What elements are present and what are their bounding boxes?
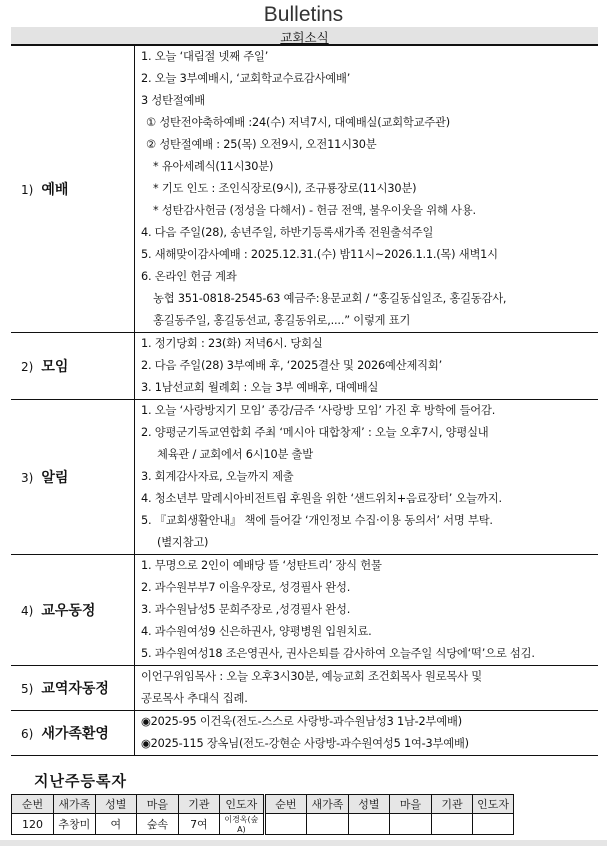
announcement-line: 홍길동주일, 홍길동선교, 홍길동위로,....” 이렇게 표기 xyxy=(153,314,411,327)
registry-header-cell: 인도자 xyxy=(473,795,514,814)
registry-cell: 숲속 xyxy=(137,814,179,835)
registry-header-row xyxy=(12,795,514,814)
registry-header-cell: 순번 xyxy=(264,795,307,814)
registry-cell xyxy=(348,814,390,835)
section-number: 1) xyxy=(21,183,34,197)
section-title-label: 알림 xyxy=(41,470,69,486)
registry-header-cell: 인도자 xyxy=(220,795,264,814)
announcement-line: 4. 과수원여성9 신은하권사, 양평병원 입원치료. xyxy=(141,625,372,638)
announcement-line: 1. 무명으로 2인이 예배당 뜰 ‘성탄트리’ 장식 헌물 xyxy=(141,559,382,572)
bottom-strip xyxy=(0,840,607,846)
section-row xyxy=(11,666,598,711)
announcement-line: ① 성탄전야축하예배 :24(수) 저녁7시, 대예배실(교회학교주관) xyxy=(146,116,450,129)
registry-cell xyxy=(390,814,432,835)
announcement-line: 공로목사 추대식 집례. xyxy=(141,692,248,705)
announcement-line: * 기도 인도 : 조인식장로(9시), 조규룡장로(11시30분) xyxy=(153,182,417,195)
announcement-line: 1. 오늘 ‘사랑방지기 모임’ 종강/금주 ‘사랑방 모임’ 가진 후 방학에 들어감. xyxy=(141,404,496,417)
announcement-line: 2. 양평군기독교연합회 주최 ‘메시아 대합창제’ : 오늘 오후7시, 양평실내 xyxy=(141,426,489,439)
registry-header-cell: 새가족 xyxy=(307,795,349,814)
announcement-line: 1. 정기당회 : 23(화) 저녁6시. 당회실 xyxy=(141,337,323,350)
announcement-line: 6. 온라인 헌금 계좌 xyxy=(141,270,237,283)
registry-header-cell: 기관 xyxy=(178,795,220,814)
section-title: 교회소식 xyxy=(280,30,329,45)
announcement-line: 2. 과수원부부7 이을우장로, 성경필사 완성. xyxy=(141,581,351,594)
announcement-line: 3. 과수원남성5 문희주장로 ,성경필사 완성. xyxy=(141,603,351,616)
registry-cell xyxy=(473,814,514,835)
announcement-line: 이언구위임목사 : 오늘 오후3시30분, 예능교회 조건회목사 원로목사 및 xyxy=(141,670,482,683)
section-body xyxy=(135,333,599,400)
announcement-line: * 성탄감사헌금 (정성을 다해서) - 헌금 전액, 불우이웃을 위해 사용. xyxy=(153,204,476,217)
section-number: 2) xyxy=(21,360,34,374)
section-row xyxy=(11,711,598,756)
registry-cell: 이경옥(숲A) xyxy=(220,814,264,835)
announcement-line: 3 성탄절예배 xyxy=(141,94,205,107)
section-row xyxy=(11,400,598,555)
section-header-bar xyxy=(11,27,598,46)
section-title-label: 교역자동정 xyxy=(41,681,109,697)
announcement-line: 5. 새해맞이감사예배 : 2025.12.31.(수) 밤11시~2026.1.1.(목) 새벽1시 xyxy=(141,248,498,261)
registry-header-cell: 성별 xyxy=(95,795,137,814)
section-body xyxy=(135,400,599,555)
registry-table xyxy=(11,794,514,835)
section-number: 4) xyxy=(21,604,34,618)
section-number: 6) xyxy=(21,727,34,741)
section-row xyxy=(11,555,598,666)
registry-cell: 120 xyxy=(12,814,54,835)
section-title-label: 예배 xyxy=(41,182,69,198)
registry-row xyxy=(12,814,514,835)
announcement-line: 4. 청소년부 말레시아비전트립 후원을 위한 ‘샌드위치+음료장터’ 오늘까지. xyxy=(141,492,502,505)
announcement-line: 2. 다음 주일(28) 3부예배 후, ‘2025결산 및 2026예산제직회’ xyxy=(141,359,442,372)
announcement-line: 3. 회계감사자료, 오늘까지 제출 xyxy=(141,470,294,483)
announcement-line: ◉2025-115 장옥님(전도-강현순 사랑방-과수원여성5 1여-3부예배) xyxy=(141,737,469,750)
registry-header-cell: 마을 xyxy=(390,795,432,814)
registry-header-cell: 새가족 xyxy=(54,795,96,814)
registry-header-cell: 기관 xyxy=(431,795,473,814)
section-label xyxy=(11,46,135,333)
section-label xyxy=(11,711,135,756)
section-body xyxy=(135,711,599,756)
announcement-line: ② 성탄절예배 : 25(목) 오전9시, 오전11시30분 xyxy=(146,138,377,151)
section-body xyxy=(135,46,599,333)
section-row xyxy=(11,333,598,400)
page-title: Bulletins xyxy=(263,3,344,26)
announcement-line: 4. 다음 주일(28), 송년주일, 하반기등록새가족 전원출석주일 xyxy=(141,226,434,239)
registry-cell xyxy=(264,814,307,835)
section-number: 3) xyxy=(21,471,34,485)
announcement-line: 농협 351-0818-2545-63 예금주:용문교회 / “홍길동십일조, 홍길동감사, xyxy=(153,292,507,305)
registry-cell: 추창미 xyxy=(54,814,96,835)
section-label xyxy=(11,666,135,711)
announcement-line: ◉2025-95 이건욱(전도-스스로 사랑방-과수원남성3 1남-2부예배) xyxy=(141,715,462,728)
registry-cell xyxy=(307,814,349,835)
section-row xyxy=(11,46,598,333)
section-body xyxy=(135,555,599,666)
section-label xyxy=(11,555,135,666)
section-title-label: 모임 xyxy=(41,359,69,375)
announcement-line: 3. 1남선교회 월례회 : 오늘 3부 예배후, 대예배실 xyxy=(141,381,379,394)
section-title-label: 교우동정 xyxy=(41,603,96,619)
registry-header-cell: 순번 xyxy=(12,795,54,814)
section-title-label: 새가족환영 xyxy=(41,726,109,742)
registry-cell xyxy=(431,814,473,835)
registry-header-cell: 마을 xyxy=(137,795,179,814)
announcements-table xyxy=(11,46,598,756)
registry-header-cell: 성별 xyxy=(348,795,390,814)
announcement-line: 2. 오늘 3부예배시, ‘교회학교수료감사예배’ xyxy=(141,72,351,85)
announcement-line: * 유아세례식(11시30분) xyxy=(153,160,274,173)
section-label xyxy=(11,400,135,555)
announcement-line: 체육관 / 교회에서 6시10분 출발 xyxy=(157,448,313,461)
section-number: 5) xyxy=(21,682,34,696)
registry-cell: 여 xyxy=(95,814,137,835)
announcement-line: 5. 『교회생활안내』 책에 들어갈 ‘개인정보 수집·이용 동의서’ 서명 부탁. xyxy=(141,514,493,527)
announcement-line: 5. 과수원여성18 조은영권사, 권사은퇴를 감사하여 오늘주일 식당에‘떡’으로 섬김. xyxy=(141,647,535,660)
registry-cell: 7여 xyxy=(178,814,220,835)
announcement-line: (별지참고) xyxy=(157,536,209,549)
section-body xyxy=(135,666,599,711)
announcement-line: 1. 오늘 ‘대림절 넷째 주일’ xyxy=(141,50,269,63)
section-label xyxy=(11,333,135,400)
registry-title: 지난주등록자 xyxy=(34,772,127,790)
